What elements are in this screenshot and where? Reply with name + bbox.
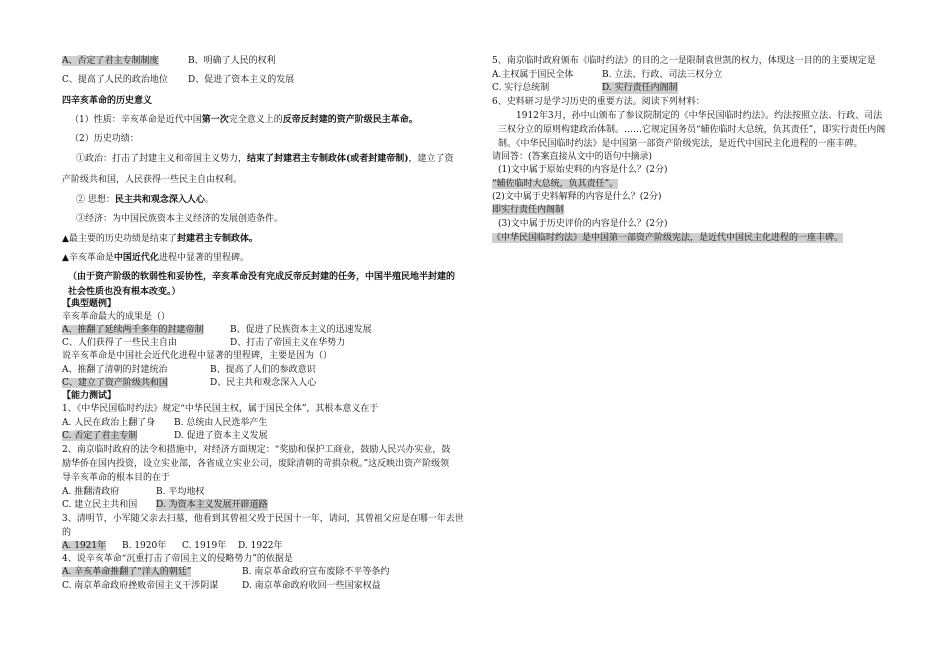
politics-line	[76, 153, 454, 165]
nature-bold: 反帝反封建的资产阶级民主革命。	[282, 115, 418, 125]
t2-line-1: 2、南京临时政府的法令和措施中，对经济方面规定：“奖励和保护工商业，鼓励人民兴办实业，鼓	[62, 445, 451, 455]
t3-line-2: 的	[62, 528, 72, 538]
q6-answer-2	[492, 204, 564, 216]
triangle-post: 进程中显著的里程碑。	[158, 253, 249, 263]
q6-sub-question-3: (3)文中属于历史评价的内容是什么？(2分)	[498, 219, 668, 229]
thought-bold: 民主共和观念深入人心	[114, 195, 205, 205]
economy-line: ③经济：为中国民族资本主义经济的发展创造条件。	[76, 214, 284, 224]
thought-text: ② 思想：	[76, 195, 115, 205]
triangle-bold: 中国近代化	[113, 253, 159, 263]
triangle-text: ▲最主要的历史功绩是结束了	[62, 234, 177, 244]
merits-heading: （2）历史功绩：	[70, 134, 139, 144]
option-row	[62, 55, 276, 67]
t4-stem: 4、说辛亥革命“沉重打击了帝国主义的侵略势力”的依据是	[62, 554, 293, 564]
t1-option-c-answer: C. 否定了君主专制	[62, 431, 138, 441]
q5-option-d-answer: D. 实行责任内阁制	[602, 83, 678, 93]
ability-heading: 【能力测试】	[62, 391, 117, 401]
nature-mid: 完全意义上的	[228, 115, 283, 125]
option-row	[62, 499, 268, 511]
option-row	[62, 580, 381, 592]
t4-option-a-answer: A. 辛亥革命推翻了“洋人的朝廷”	[62, 567, 192, 577]
q5-stem: 5、南京临时政府颁布《临时约法》的目的之一是限制袁世凯的权力，体现这一目的的主要规定是	[492, 56, 876, 66]
t2-option-d-answer: D. 为资本主义发展开辟道路	[156, 500, 268, 510]
option-row	[62, 377, 317, 389]
t4-option-d: D. 南京革命政府收回一些国家权益	[242, 581, 381, 591]
nature-first: 第一次	[201, 115, 229, 125]
option-row	[62, 540, 283, 552]
note-line-2: 社会性质也没有根本改变。）	[68, 287, 181, 297]
politics-line-2: 产阶级共和国，人民获得一些民主自由权利。	[62, 175, 243, 185]
note-line-1: （由于资产阶级的软弱性和妥协性，辛亥革命没有完成反帝反封建的任务，中国半殖民地半封建的	[68, 272, 456, 282]
t2-line-2: 励华侨在国内投资，设立实业部，各省成立实业公司，废除清朝的苛捐杂税。”这反映出资产阶级领	[62, 459, 450, 469]
option-row	[62, 486, 205, 498]
t1-option-b: B. 总统由人民选举产生	[174, 418, 268, 428]
q6-answer-2-text: 即实行责任内阁制	[492, 205, 565, 215]
q5-option-c: C. 实行总统制	[492, 83, 550, 93]
t1-option-a: A. 人民在政治上翻了身	[62, 418, 156, 428]
q1-option-a-answer: A、推翻了延续两千多年的封建帝制	[62, 325, 204, 335]
politics-text: ①政治：打击了封建主义和帝国主义势力，	[76, 154, 248, 164]
q5-option-b: B. 立法、行政、司法三权分立	[602, 70, 723, 80]
q5-option-a: A.主权属于国民全体	[492, 70, 574, 80]
q6-sub-question-1: (1)文中属于原始史料的内容是什么？(2分)	[498, 165, 668, 175]
q1-option-b: B、促进了民族资本主义的迅速发展	[230, 325, 372, 335]
q6-answer-1-text: “辅佐临时大总统，负其责任”。	[492, 179, 619, 189]
q2-option-d: D、民主共和观念深入人心	[210, 378, 317, 388]
triangle-line	[62, 252, 249, 264]
t2-line-3: 导辛亥革命的根本目的在于	[62, 473, 171, 483]
t4-option-c: C. 南京革命政府挫败帝国主义干涉阴谋	[62, 581, 219, 591]
t1-option-d: D. 促进了资本主义发展	[174, 431, 268, 441]
option-row	[492, 69, 723, 81]
q6-answer-1	[492, 178, 618, 190]
typical-heading: 【典型题例】	[62, 299, 117, 309]
t3-line-1: 3、清明节，小军随父亲去扫墓，他看到其曾祖父殁于民国十一年，请问，其曾祖父应是在哪一年去世	[62, 514, 464, 524]
thought-post: 。	[204, 195, 214, 205]
t3-option-a-answer: A. 1921年	[62, 541, 107, 551]
t2-option-c: C. 建立民主共和国	[62, 500, 138, 510]
option-a-answer: A、否定了君主专制制度	[62, 56, 159, 66]
q6-material-3: 制。《中华民国临时约法》是中国第一部资产阶级宪法，是近代中国民主化进程的一座丰碑。	[498, 139, 863, 149]
q2-option-c-answer: C、建立了资产阶级共和国	[62, 378, 168, 388]
q2-option-b: B、提高了人们的参政意识	[210, 365, 316, 375]
option-d: D、促进了资本主义的发展	[188, 75, 295, 85]
triangle-bold: 封建君主专制政体。	[176, 234, 258, 244]
triangle-text: ▲辛亥革命是	[62, 253, 114, 263]
option-row	[62, 430, 268, 442]
q1-stem: 辛亥革命最大的成果是（）	[62, 312, 171, 322]
option-b: B、明确了人民的权利	[188, 56, 276, 66]
option-row	[62, 417, 268, 429]
option-c: C、提高了人民的政治地位	[62, 75, 168, 85]
nature-line	[70, 114, 418, 126]
q1-option-c: C、人们获得了一些民主自由	[62, 338, 177, 348]
politics-post: ，建立了资	[408, 154, 454, 164]
q6-answer-3-text: 《中华民国临时约法》是中国第一部资产阶级宪法，是近代中国民主化进程的一座丰碑。	[492, 233, 844, 243]
option-row	[492, 82, 678, 94]
option-row	[62, 364, 316, 376]
q6-material-1: 1912年3月，孙中山颁布了参议院制定的《中华民国临时约法》。约法按照立法、行政、司法	[516, 111, 883, 121]
section-title: 四辛亥革命的历史意义	[62, 96, 153, 106]
q6-stem: 6、史料研习是学习历史的重要方法。阅读下列材料：	[492, 97, 705, 107]
option-row	[62, 566, 390, 578]
triangle-line	[62, 233, 258, 245]
t1-stem: 1、《中华民国临时约法》规定“中华民国主权，属于国民全体”，其根本意义在于	[62, 404, 379, 414]
q6-instruction: 请回答：(答案直接从文中的语句中摘录)	[492, 152, 653, 162]
option-row	[62, 74, 295, 86]
q1-option-d: D、打击了帝国主义在华势力	[230, 338, 346, 348]
q6-sub-question-2: (2)文中属于史料解释的内容是什么？(2分)	[492, 192, 662, 202]
t3-option-b: B. 1920年	[122, 541, 167, 551]
t4-option-b: B. 南京革命政府宣布废除不平等条约	[242, 567, 390, 577]
q6-material-2: 三权分立的原则构建政治体制。……它规定国务员“辅佐临时大总统，负其责任”，即实行责任内阁	[498, 125, 886, 135]
option-row	[62, 324, 372, 336]
t3-option-c: C. 1919年	[182, 541, 227, 551]
politics-bold: 结束了封建君主专制政体(或者封建帝制)	[247, 154, 409, 164]
t3-option-d: D. 1922年	[238, 541, 283, 551]
q2-stem: 说辛亥革命是中国社会近代化进程中显著的里程碑，主要是因为（）	[62, 351, 333, 361]
q2-option-a: A、推翻了清朝的封建统治	[62, 365, 168, 375]
t2-option-a: A. 推翻清政府	[62, 487, 120, 497]
nature-text: （1）性质：辛亥革命是近代中国	[70, 115, 202, 125]
t2-option-b: B. 平均地权	[156, 487, 205, 497]
q6-answer-3	[492, 232, 843, 244]
thought-line	[76, 194, 214, 206]
option-row	[62, 337, 346, 349]
